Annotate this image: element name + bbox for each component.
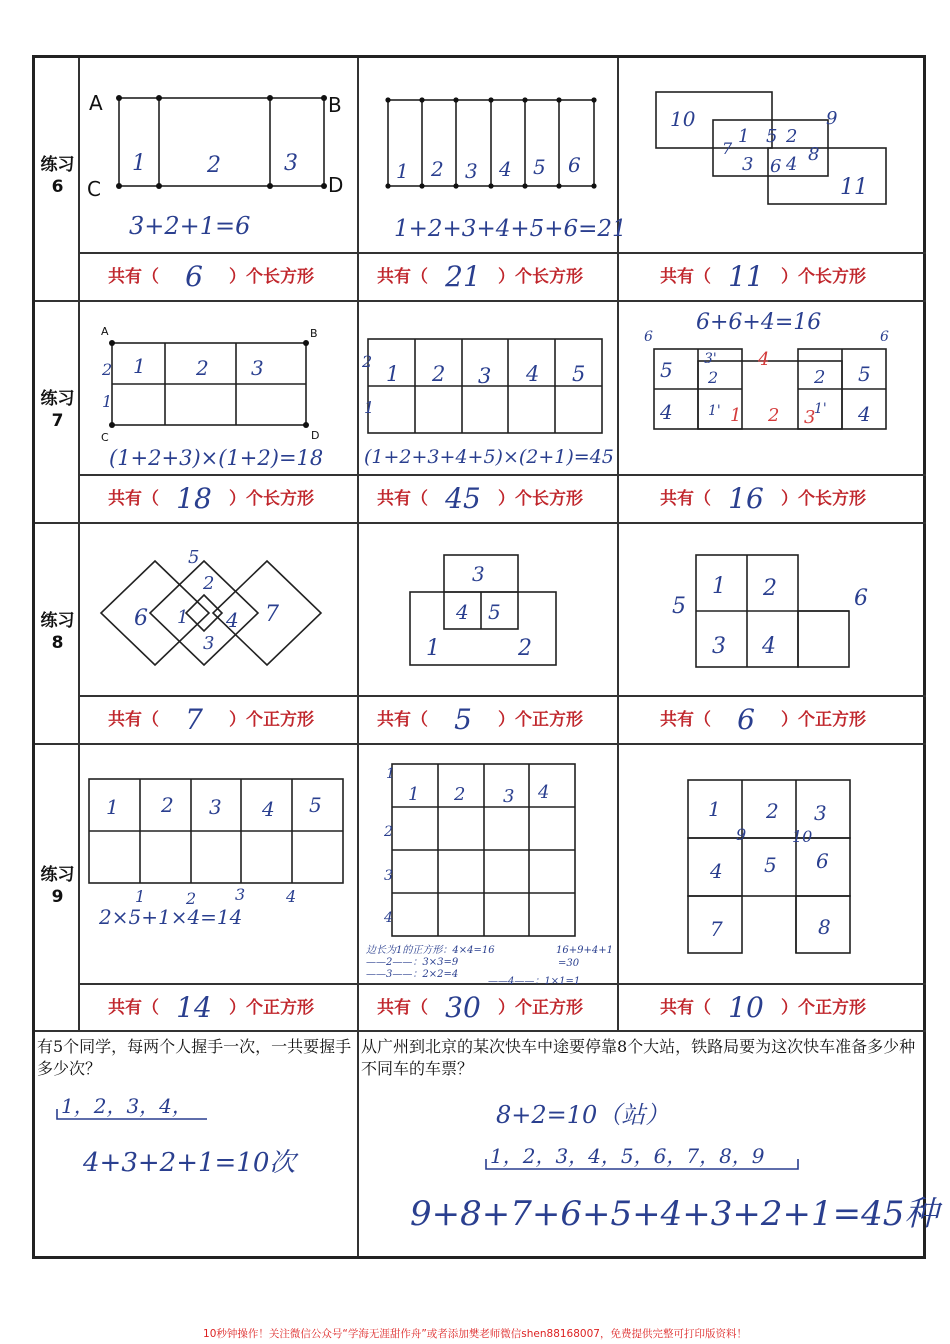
- hand-num: 1: [730, 405, 742, 426]
- hand-num: 4: [526, 362, 540, 386]
- note-line: ——2——：3×3=9: [366, 957, 459, 968]
- hand-num: 3: [478, 364, 492, 388]
- hand-num: 4: [786, 154, 798, 175]
- hand-num: 3': [704, 351, 717, 367]
- hand-num: 5: [188, 547, 200, 568]
- answer-r7c2: 共有（ 45 ）个长方形: [377, 482, 583, 515]
- hand-num: 2: [196, 356, 209, 380]
- hand-num: 1: [177, 607, 189, 628]
- note-line: =30: [558, 958, 580, 969]
- formula-r6c1: 3+2+1=6: [129, 212, 251, 240]
- hand-num: 2: [362, 352, 373, 371]
- hand-num: 5: [766, 126, 778, 147]
- hand-num: 4: [762, 634, 776, 659]
- hand-num: 6: [880, 329, 889, 345]
- answer-r9c2: 共有（ 30 ）个正方形: [377, 991, 583, 1024]
- formula-r9c1: 2×5+1×4=14: [99, 905, 243, 929]
- hand-num: 1: [408, 784, 420, 805]
- hand-num: 1: [132, 151, 146, 176]
- hand-num: 3: [712, 634, 726, 659]
- hand-num: 5: [488, 600, 501, 624]
- hand-num: 8: [808, 144, 820, 165]
- note-line: 16+9+4+1: [556, 945, 613, 956]
- hand-num: 1: [396, 159, 409, 183]
- work-handshake: [35, 1031, 357, 1256]
- work-line: 1，2，3，4，: [61, 1094, 192, 1118]
- hand-num: 2: [814, 367, 826, 388]
- hand-num: 2: [186, 889, 197, 908]
- hand-num: 1: [386, 766, 395, 782]
- hand-num: 3: [465, 159, 478, 183]
- hand-num: 1: [738, 126, 750, 147]
- hand-num: 2: [384, 824, 393, 840]
- worksheet-table: [32, 55, 939, 1259]
- hand-num: 1: [135, 887, 146, 906]
- hand-num: 3: [742, 154, 754, 175]
- hand-num: 6: [816, 849, 829, 873]
- figure-r8c1: [79, 523, 357, 695]
- hand-num: 4: [858, 402, 871, 426]
- row-label-7: 练习 7: [40, 389, 75, 431]
- hand-num: 2: [518, 636, 532, 661]
- question-handshake: 有5个同学，每两个人握手一次，一共要握手多少次？: [37, 1037, 352, 1078]
- hand-num: 3: [251, 356, 264, 380]
- hand-num: 2: [454, 784, 466, 805]
- label-D: D: [328, 173, 344, 197]
- figure-r7c3: [618, 301, 926, 473]
- hand-num: 2: [207, 153, 221, 178]
- note-line: ——3——：2×2=4: [366, 969, 459, 980]
- hand-num: 8: [818, 915, 831, 939]
- hand-num: 5: [533, 155, 546, 179]
- hand-num: 5: [572, 362, 586, 386]
- label-A: A: [89, 91, 103, 115]
- hand-num: 3: [384, 868, 393, 884]
- label-C: C: [101, 431, 109, 444]
- figure-r9c2: [358, 744, 617, 987]
- footer-note: 10秒钟操作！关注微信公众号“学海无涯甜作舟”或者添加樊老师微信shen88168007，免费提供完整可打印版资料！: [203, 1328, 747, 1340]
- hand-num: 6: [134, 606, 148, 631]
- hand-num: 3: [503, 786, 515, 807]
- label-A: A: [101, 325, 109, 338]
- formula-r7c1: (1+2+3)×(1+2)=18: [109, 446, 324, 470]
- answer-r8c2: 共有（ 5 ）个正方形: [377, 703, 583, 736]
- hand-num: 3: [209, 795, 222, 819]
- hand-num: 10: [670, 107, 696, 131]
- hand-num: 4: [660, 400, 673, 424]
- hand-num: 6: [644, 329, 653, 345]
- hand-num: 10: [792, 827, 813, 846]
- note-line: 边长为1的正方形：4×4=16: [366, 945, 495, 956]
- hand-num: 2: [708, 368, 719, 387]
- answer-r7c3: 共有（ 16 ）个长方形: [660, 482, 866, 515]
- hand-num: 9: [736, 825, 747, 844]
- hand-num: 7: [265, 602, 279, 627]
- hand-num: 4: [538, 782, 550, 803]
- hand-num: 2: [766, 799, 779, 823]
- hand-num: 3: [814, 801, 827, 825]
- answer-r6c2: 共有（ 21 ）个长方形: [377, 260, 583, 293]
- hand-num: 1: [364, 398, 375, 417]
- note-line: ——4——：1×1=1: [488, 976, 581, 987]
- hand-num: 1': [708, 403, 721, 419]
- answer-r8c3: 共有（ 6 ）个正方形: [660, 703, 866, 736]
- work-line: 9+8+7+6+5+4+3+2+1=45种: [410, 1194, 939, 1234]
- answer-r6c1: 共有（ 6 ）个长方形: [108, 260, 314, 293]
- work-train-tickets: [358, 1031, 939, 1256]
- formula-r7c3: 6+6+4=16: [696, 310, 822, 335]
- hand-num: 2: [768, 405, 780, 426]
- figure-r7c2: [358, 301, 617, 473]
- label-D: D: [311, 429, 320, 442]
- hand-num: 1: [708, 797, 721, 821]
- figure-r6c1: [79, 58, 357, 252]
- label-B: B: [310, 327, 318, 340]
- hand-num: 2: [786, 126, 798, 147]
- hand-num: 1: [426, 636, 440, 661]
- hand-num: 3: [472, 562, 485, 586]
- hand-num: 2: [763, 576, 777, 601]
- hand-num: 5: [858, 362, 871, 386]
- hand-num: 3: [235, 885, 246, 904]
- answer-r9c1: 共有（ 14 ）个正方形: [108, 991, 314, 1024]
- hand-num: 4: [499, 157, 512, 181]
- hand-num: 3: [804, 407, 816, 428]
- hand-num: 9: [826, 108, 838, 129]
- hand-num: 1': [814, 401, 827, 417]
- hand-num: 5: [309, 793, 322, 817]
- label-C: C: [87, 177, 101, 201]
- hand-num: 6: [568, 153, 581, 177]
- hand-num: 4: [262, 797, 275, 821]
- row-label-6: 练习 6: [40, 155, 75, 197]
- figure-r8c3: [618, 523, 926, 695]
- hand-num: 3: [284, 151, 298, 176]
- hand-num: 1: [102, 392, 113, 411]
- hand-num: 4: [758, 349, 770, 370]
- hand-num: 2: [203, 573, 215, 594]
- answer-r6c3: 共有（ 11 ）个长方形: [660, 260, 866, 293]
- hand-num: 1: [133, 354, 146, 378]
- figure-r6c2: [358, 58, 627, 252]
- answer-r9c3: 共有（ 10 ）个正方形: [660, 991, 866, 1024]
- figure-r7c1: [79, 301, 357, 473]
- question-train-tickets: 从广州到北京的某次快车中途要停靠8个大站，铁路局要为这次快车准备多少种不同车的车票？: [361, 1037, 916, 1078]
- hand-num: 4: [456, 600, 469, 624]
- hand-num: 2: [102, 360, 113, 379]
- hand-num: 4: [384, 910, 393, 926]
- figure-r6c3: [618, 58, 926, 252]
- figure-r9c3: [618, 744, 926, 982]
- row-label-9: 练习 9: [40, 865, 75, 907]
- hand-num: 1: [106, 795, 119, 819]
- hand-num: 5: [764, 853, 777, 877]
- answer-r8c1: 共有（ 7 ）个正方形: [108, 703, 314, 736]
- figure-r9c1: [79, 744, 357, 982]
- answer-r7c1: 共有（ 18 ）个长方形: [108, 482, 314, 515]
- hand-num: 6: [770, 156, 782, 177]
- hand-num: 2: [431, 157, 444, 181]
- hand-num: 5: [672, 594, 686, 619]
- work-line: 4+3+2+1=10次: [83, 1148, 296, 1178]
- hand-num: 2: [161, 793, 174, 817]
- formula-r7c2: (1+2+3+4+5)×(2+1)=45: [364, 446, 614, 468]
- hand-num: 4: [286, 887, 297, 906]
- hand-num: 1: [386, 362, 400, 386]
- hand-num: 3: [203, 633, 215, 654]
- label-B: B: [328, 93, 342, 117]
- hand-num: 6: [854, 586, 868, 611]
- hand-num: 5: [660, 358, 673, 382]
- work-line: 8+2=10（站）: [496, 1101, 670, 1129]
- hand-num: 4: [710, 859, 723, 883]
- hand-num: 11: [840, 175, 868, 200]
- hand-num: 1: [712, 574, 726, 599]
- work-line: 1，2，3，4，5，6，7，8，9: [490, 1144, 765, 1168]
- hand-num: 4: [226, 608, 239, 632]
- hand-num: 7: [710, 917, 723, 941]
- figure-r8c2: [358, 523, 617, 695]
- row-label-8: 练习 8: [40, 611, 75, 653]
- formula-r6c2: 1+2+3+4+5+6=21: [394, 216, 627, 242]
- hand-num: 7: [722, 139, 733, 158]
- hand-num: 2: [432, 362, 446, 386]
